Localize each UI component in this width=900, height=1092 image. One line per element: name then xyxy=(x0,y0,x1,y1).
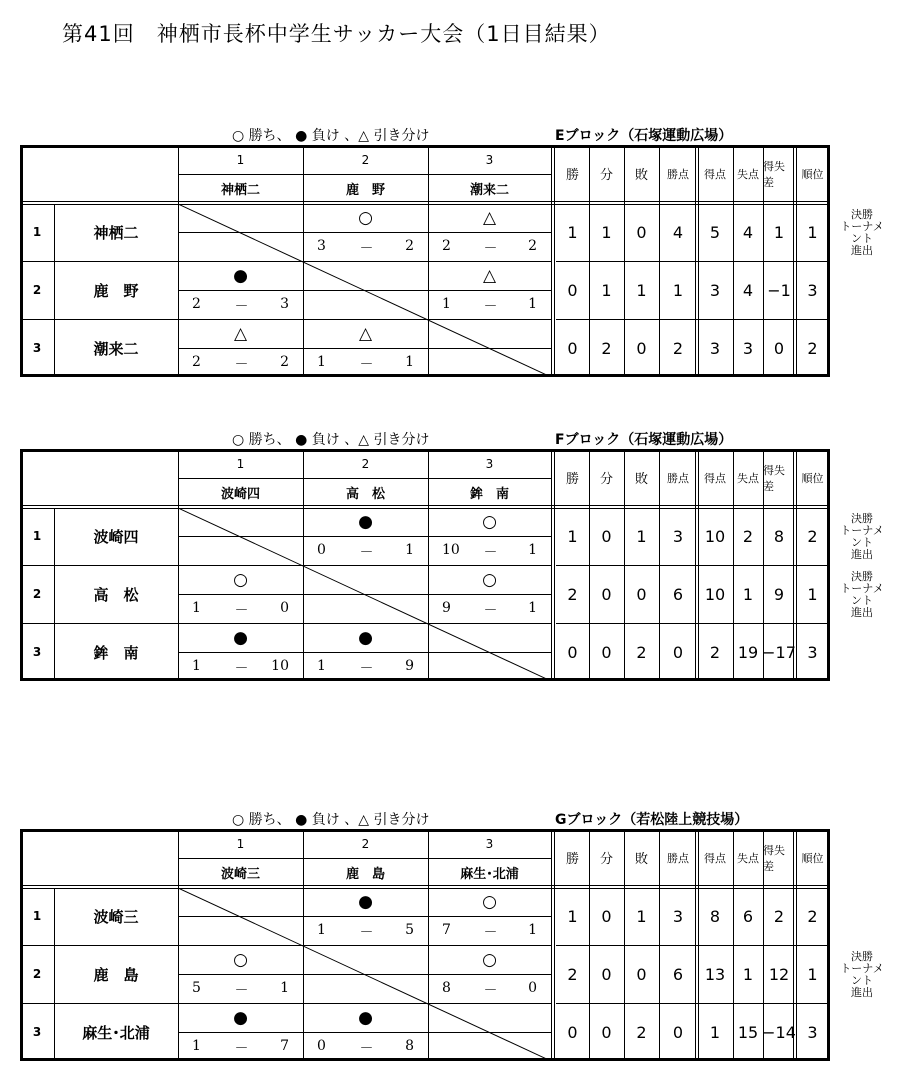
result-symbol: ○ xyxy=(358,207,373,228)
stat-header-rank: 順位 xyxy=(801,471,824,485)
stat-loss: 2 xyxy=(636,642,647,662)
stat-rank: 1 xyxy=(807,584,818,604)
stat-rank: 3 xyxy=(807,642,818,662)
score-for: 7 xyxy=(442,922,451,938)
stat-draw: 0 xyxy=(601,964,612,984)
row-number: 3 xyxy=(32,1025,42,1039)
stat-loss: 1 xyxy=(636,906,647,926)
result-symbol: ● xyxy=(358,891,373,912)
column-team-name: 鹿 島 xyxy=(345,866,385,882)
stat-gd: −14 xyxy=(762,1022,796,1042)
row-team-name: 麻生･北浦 xyxy=(82,1023,150,1042)
row-number: 3 xyxy=(32,645,42,659)
stat-draw: 0 xyxy=(601,1022,612,1042)
score-for: 1 xyxy=(192,1038,201,1054)
result-symbol: ○ xyxy=(482,511,497,532)
score-dash: － xyxy=(483,603,498,619)
result-symbol: ● xyxy=(358,511,373,532)
stat-draw: 0 xyxy=(601,906,612,926)
score-for: 5 xyxy=(192,980,201,996)
result-symbol: ● xyxy=(233,265,248,286)
result-legend: ○ 勝ち、 ● 負け 、△ 引き分け xyxy=(232,432,430,448)
league-table xyxy=(20,829,830,1061)
row-team-name: 高 松 xyxy=(93,585,139,604)
score-against: 1 xyxy=(528,296,537,312)
stat-header-points: 勝点 xyxy=(667,471,689,485)
score-against: 1 xyxy=(405,542,414,558)
stat-draw: 1 xyxy=(601,222,612,242)
stat-points: 0 xyxy=(672,1022,684,1042)
score-against: 7 xyxy=(280,1038,289,1054)
stat-loss: 0 xyxy=(636,964,647,984)
row-number: 1 xyxy=(32,225,42,239)
stat-header-ga: 失点 xyxy=(737,851,759,865)
stat-gf: 13 xyxy=(704,964,726,984)
result-symbol: △ xyxy=(233,323,248,344)
score-against: 5 xyxy=(405,922,414,938)
stat-header-gd: 得失差 xyxy=(763,463,785,493)
stat-header-rank: 順位 xyxy=(801,167,824,181)
advance-note: 決勝 トーナメント 進出 xyxy=(840,570,884,619)
stat-gd: 9 xyxy=(773,584,785,604)
block-e xyxy=(0,125,900,385)
score-dash: － xyxy=(234,299,249,315)
stat-gd: 12 xyxy=(768,964,790,984)
stat-win: 1 xyxy=(567,526,578,546)
stat-rank: 2 xyxy=(807,906,818,926)
stat-win: 0 xyxy=(567,642,578,662)
stat-header-draw: 分 xyxy=(599,852,613,867)
stat-win: 1 xyxy=(567,906,578,926)
score-against: 2 xyxy=(405,238,414,254)
column-number: 2 xyxy=(361,456,370,471)
stat-rank: 2 xyxy=(807,526,818,546)
stat-header-win: 勝 xyxy=(565,472,579,487)
league-table xyxy=(20,145,830,377)
result-symbol: ● xyxy=(233,627,248,648)
score-against: 2 xyxy=(528,238,537,254)
double-line xyxy=(551,829,555,1061)
column-team-name: 神栖二 xyxy=(220,182,260,198)
stat-ga: 3 xyxy=(742,338,754,358)
result-symbol: ● xyxy=(358,627,373,648)
block-name: Eブロック（石塚運動広場） xyxy=(555,128,733,144)
score-dash: － xyxy=(359,1041,374,1057)
stat-gf: 8 xyxy=(709,906,721,926)
column-number: 3 xyxy=(485,836,494,851)
score-dash: － xyxy=(359,241,374,257)
stat-header-rank: 順位 xyxy=(801,851,824,865)
row-team-name: 波崎三 xyxy=(93,907,139,926)
score-for: 1 xyxy=(317,658,326,674)
result-symbol: △ xyxy=(358,323,373,344)
score-dash: － xyxy=(359,545,374,561)
page-title: 第41回 神栖市長杯中学生サッカー大会（1日目結果） xyxy=(62,22,611,46)
advance-note: 決勝 トーナメント 進出 xyxy=(840,512,884,561)
score-against: 9 xyxy=(405,658,414,674)
advance-note: 決勝 トーナメント 進出 xyxy=(840,950,884,999)
score-against: 1 xyxy=(528,542,537,558)
stat-draw: 1 xyxy=(601,280,612,300)
score-for: 10 xyxy=(442,542,460,558)
score-dash: － xyxy=(483,925,498,941)
score-dash: － xyxy=(483,241,498,257)
column-team-name: 鉾 南 xyxy=(469,486,509,502)
stat-points: 3 xyxy=(672,906,684,926)
score-against: 2 xyxy=(280,354,289,370)
result-symbol: ○ xyxy=(482,891,497,912)
score-against: 0 xyxy=(280,600,289,616)
stat-ga: 6 xyxy=(742,906,754,926)
stat-points: 6 xyxy=(672,964,684,984)
row-number: 1 xyxy=(32,529,42,543)
score-for: 1 xyxy=(442,296,451,312)
stat-gf: 1 xyxy=(709,1022,721,1042)
stat-header-gd: 得失差 xyxy=(763,159,785,189)
stat-ga: 19 xyxy=(737,642,759,662)
row-number: 3 xyxy=(32,341,42,355)
stat-points: 3 xyxy=(672,526,684,546)
column-team-name: 波崎三 xyxy=(220,866,260,882)
score-against: 8 xyxy=(405,1038,414,1054)
stat-loss: 1 xyxy=(636,526,647,546)
score-for: 2 xyxy=(192,354,201,370)
block-f xyxy=(0,429,900,689)
row-number: 2 xyxy=(32,587,42,601)
stat-win: 0 xyxy=(567,1022,578,1042)
stat-draw: 0 xyxy=(601,526,612,546)
column-number: 1 xyxy=(236,456,245,471)
result-legend: ○ 勝ち、 ● 負け 、△ 引き分け xyxy=(232,128,430,144)
block-name: Gブロック（若松陸上競技場） xyxy=(555,812,749,828)
advance-note: 決勝 トーナメント 進出 xyxy=(840,208,884,257)
stat-loss: 0 xyxy=(636,584,647,604)
row-number: 2 xyxy=(32,283,42,297)
score-for: 9 xyxy=(442,600,451,616)
block-g xyxy=(0,809,900,1069)
stat-header-draw: 分 xyxy=(599,472,613,487)
stat-loss: 0 xyxy=(636,222,647,242)
stat-ga: 15 xyxy=(737,1022,759,1042)
stat-rank: 2 xyxy=(807,338,818,358)
stat-rank: 3 xyxy=(807,280,818,300)
stat-gf: 3 xyxy=(709,280,721,300)
stat-rank: 1 xyxy=(807,222,818,242)
row-team-name: 鹿 島 xyxy=(93,965,139,984)
row-team-name: 鉾 南 xyxy=(93,643,139,662)
result-legend: ○ 勝ち、 ● 負け 、△ 引き分け xyxy=(232,812,430,828)
column-team-name: 鹿 野 xyxy=(345,182,385,198)
result-symbol: ● xyxy=(233,1007,248,1028)
double-line xyxy=(551,145,555,377)
score-for: 2 xyxy=(192,296,201,312)
column-number: 3 xyxy=(485,152,494,167)
stat-gf: 10 xyxy=(704,526,726,546)
score-dash: － xyxy=(483,299,498,315)
stat-header-loss: 敗 xyxy=(634,168,648,183)
stat-header-gf: 得点 xyxy=(704,167,726,181)
block-name: Fブロック（石塚運動広場） xyxy=(555,432,733,448)
stat-gd: 0 xyxy=(773,338,785,358)
score-against: 1 xyxy=(405,354,414,370)
column-number: 2 xyxy=(361,152,370,167)
row-number: 1 xyxy=(32,909,42,923)
result-symbol: ○ xyxy=(482,569,497,590)
column-number: 3 xyxy=(485,456,494,471)
score-against: 1 xyxy=(280,980,289,996)
column-team-name: 潮来二 xyxy=(469,182,509,198)
score-for: 3 xyxy=(317,238,326,254)
column-number: 2 xyxy=(361,836,370,851)
stat-points: 0 xyxy=(672,642,684,662)
stat-ga: 4 xyxy=(742,222,754,242)
score-dash: － xyxy=(234,603,249,619)
score-dash: － xyxy=(359,661,374,677)
score-dash: － xyxy=(234,357,249,373)
stat-header-draw: 分 xyxy=(599,168,613,183)
column-team-name: 麻生･北浦 xyxy=(460,866,519,882)
stat-win: 0 xyxy=(567,338,578,358)
stat-header-points: 勝点 xyxy=(667,167,689,181)
score-against: 0 xyxy=(528,980,537,996)
result-symbol: △ xyxy=(482,265,497,286)
score-for: 1 xyxy=(317,354,326,370)
stat-header-loss: 敗 xyxy=(634,472,648,487)
stat-draw: 0 xyxy=(601,642,612,662)
stat-ga: 2 xyxy=(742,526,754,546)
stat-loss: 2 xyxy=(636,1022,647,1042)
stat-header-win: 勝 xyxy=(565,168,579,183)
score-for: 1 xyxy=(192,600,201,616)
stat-header-gd: 得失差 xyxy=(763,843,785,873)
stat-header-gf: 得点 xyxy=(704,471,726,485)
score-against: 10 xyxy=(271,658,289,674)
column-team-name: 高 松 xyxy=(345,486,385,502)
stat-gf: 5 xyxy=(709,222,721,242)
stat-header-points: 勝点 xyxy=(667,851,689,865)
stat-gd: 8 xyxy=(773,526,785,546)
stat-points: 4 xyxy=(672,222,684,242)
league-table xyxy=(20,449,830,681)
score-dash: － xyxy=(234,983,249,999)
score-dash: － xyxy=(234,661,249,677)
score-dash: － xyxy=(359,357,374,373)
stat-header-win: 勝 xyxy=(565,852,579,867)
stat-gf: 3 xyxy=(709,338,721,358)
score-for: 1 xyxy=(317,922,326,938)
stat-ga: 1 xyxy=(742,964,754,984)
score-against: 1 xyxy=(528,922,537,938)
stat-gd: −17 xyxy=(762,642,796,662)
column-team-name: 波崎四 xyxy=(220,486,260,502)
stat-loss: 0 xyxy=(636,338,647,358)
result-symbol: ○ xyxy=(233,569,248,590)
stat-rank: 3 xyxy=(807,1022,818,1042)
stat-loss: 1 xyxy=(636,280,647,300)
stat-ga: 4 xyxy=(742,280,754,300)
score-dash: － xyxy=(483,983,498,999)
stat-draw: 0 xyxy=(601,584,612,604)
score-for: 0 xyxy=(317,1038,326,1054)
row-team-name: 波崎四 xyxy=(93,527,139,546)
score-against: 1 xyxy=(528,600,537,616)
result-symbol: ○ xyxy=(482,949,497,970)
stat-ga: 1 xyxy=(742,584,754,604)
score-for: 0 xyxy=(317,542,326,558)
stat-gd: 1 xyxy=(773,222,785,242)
result-symbol: ○ xyxy=(233,949,248,970)
stat-gd: 2 xyxy=(773,906,785,926)
stat-win: 1 xyxy=(567,222,578,242)
stat-draw: 2 xyxy=(601,338,612,358)
row-team-name: 神栖二 xyxy=(93,223,139,242)
stat-points: 1 xyxy=(672,280,684,300)
score-against: 3 xyxy=(280,296,289,312)
score-for: 8 xyxy=(442,980,451,996)
score-for: 2 xyxy=(442,238,451,254)
score-for: 1 xyxy=(192,658,201,674)
stat-gf: 10 xyxy=(704,584,726,604)
double-line xyxy=(551,449,555,681)
row-team-name: 潮来二 xyxy=(93,339,139,358)
stat-header-loss: 敗 xyxy=(634,852,648,867)
stat-gf: 2 xyxy=(709,642,721,662)
stat-header-ga: 失点 xyxy=(737,471,759,485)
stat-points: 2 xyxy=(672,338,684,358)
stat-header-gf: 得点 xyxy=(704,851,726,865)
column-number: 1 xyxy=(236,836,245,851)
result-symbol: △ xyxy=(482,207,497,228)
stat-win: 2 xyxy=(567,584,578,604)
row-number: 2 xyxy=(32,967,42,981)
stat-win: 2 xyxy=(567,964,578,984)
column-number: 1 xyxy=(236,152,245,167)
score-dash: － xyxy=(483,545,498,561)
result-symbol: ● xyxy=(358,1007,373,1028)
stat-rank: 1 xyxy=(807,964,818,984)
stat-header-ga: 失点 xyxy=(737,167,759,181)
score-dash: － xyxy=(359,925,374,941)
score-dash: － xyxy=(234,1041,249,1057)
stat-gd: −1 xyxy=(767,280,791,300)
stat-points: 6 xyxy=(672,584,684,604)
row-team-name: 鹿 野 xyxy=(93,281,139,300)
stat-win: 0 xyxy=(567,280,578,300)
